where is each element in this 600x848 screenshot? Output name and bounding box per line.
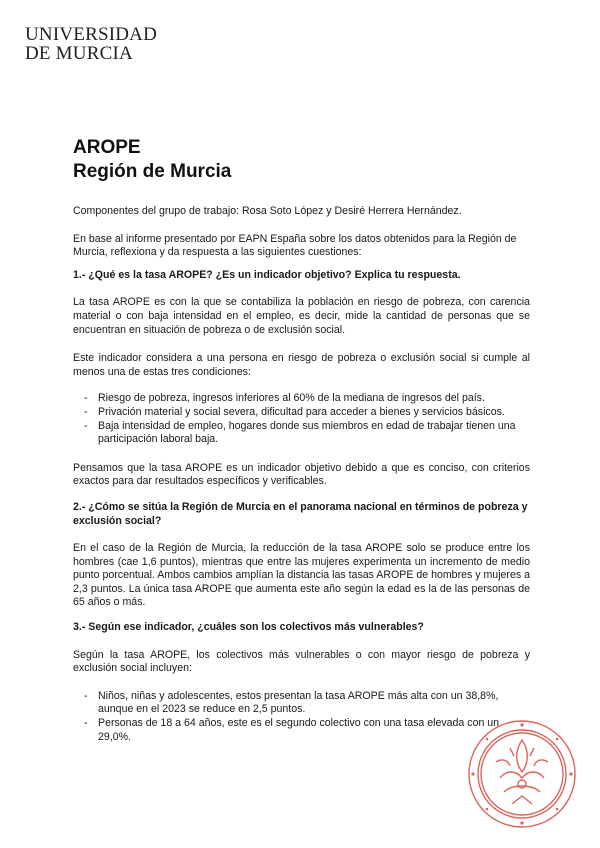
list-item-text: Baja intensidad de empleo, hogares donde sus miembros en edad de trabajar tienen una participación laboral baja. <box>98 419 516 446</box>
document-body <box>73 136 530 744</box>
answer-2-paragraph: En el caso de la Región de Murcia, la reducción de la tasa AROPE solo se produce entre los hombres (cae 1,6 puntos), mientras que entre las mujeres experimenta un incremento de medio punto porcentual. Ambos cambios amplían la distancia las tasas AROPE de hombres y mujeres a 2,3 puntos. La única tasa AROPE que aumenta este año según la edad es la de las personas de 65 años o más. <box>73 542 530 609</box>
group-members: Componentes del grupo de trabajo: Rosa Soto López y Desiré Herrera Hernández. <box>73 205 462 217</box>
list-item-text: Niños, niñas y adolescentes, estos presentan la tasa AROPE más alta con un 38,8%, aunque en el 2023 se reduce en 2,5 puntos. <box>98 689 499 716</box>
document-title <box>73 136 530 184</box>
list-item-text: Privación material y social severa, dificultad para acceder a bienes y servicios básicos. <box>98 405 505 418</box>
list-item-text: Personas de 18 a 64 años, este es el segundo colectivo con una tasa elevada con un 29,0%. <box>98 717 500 743</box>
university-logo <box>25 25 157 63</box>
dash-bullet: - <box>84 717 88 730</box>
logo-line-1: UNIVERSIDAD <box>25 24 158 45</box>
answer-1-paragraph-2: Este indicador considera a una persona en riesgo de pobreza o exclusión social si cumple al menos una de estas tres condiciones: <box>73 352 530 378</box>
title-line-2: Región de Murcia <box>73 161 232 182</box>
conditions-list <box>73 392 530 446</box>
dash-bullet: - <box>84 405 88 418</box>
answer-3-paragraph: Según la tasa AROPE, los colectivos más vulnerables o con mayor riesgo de pobreza y exclusión social incluyen: <box>73 648 530 675</box>
answer-1-paragraph-3: Pensamos que la tasa AROPE es un indicador objetivo debido a que es conciso, con criterios exactos para dar resultados específicos y verificables. <box>73 461 530 488</box>
list-item-text: Riesgo de pobreza, ingresos inferiores al 60% de la mediana de ingresos del país. <box>98 392 485 405</box>
intro-paragraph: En base al informe presentado por EAPN España sobre los datos obtenidos para la Región de Murcia, reflexiona y da respuesta a las siguientes cuestiones: <box>73 232 517 259</box>
list-item <box>73 717 530 744</box>
dash-bullet: - <box>84 689 88 702</box>
answer-1-paragraph-1: La tasa AROPE es con la que se contabiliza la población en riesgo de pobreza, con carencia material o con baja intensidad en el empleo, es decir, mide la cantidad de personas que se encuentran en situación de pobreza o de exclusión social. <box>73 296 530 336</box>
dash-bullet: - <box>84 419 88 432</box>
university-seal <box>466 718 578 830</box>
list-item <box>73 690 530 717</box>
logo-line-2: DE MURCIA <box>25 43 133 64</box>
vulnerable-groups-list <box>73 690 530 744</box>
question-1: 1.- ¿Qué es la tasa AROPE? ¿Es un indicador objetivo? Explica tu respuesta. <box>73 268 461 281</box>
list-item <box>73 392 530 406</box>
list-item <box>73 406 530 420</box>
dash-bullet: - <box>84 392 88 405</box>
question-2: 2.- ¿Cómo se sitúa la Región de Murcia en el panorama nacional en términos de pobreza y exclusión social? <box>73 500 528 527</box>
list-item <box>73 420 530 447</box>
title-line-1: AROPE <box>73 137 141 158</box>
question-3: 3.- Según ese indicador, ¿cuáles son los colectivos más vulnerables? <box>73 621 424 634</box>
